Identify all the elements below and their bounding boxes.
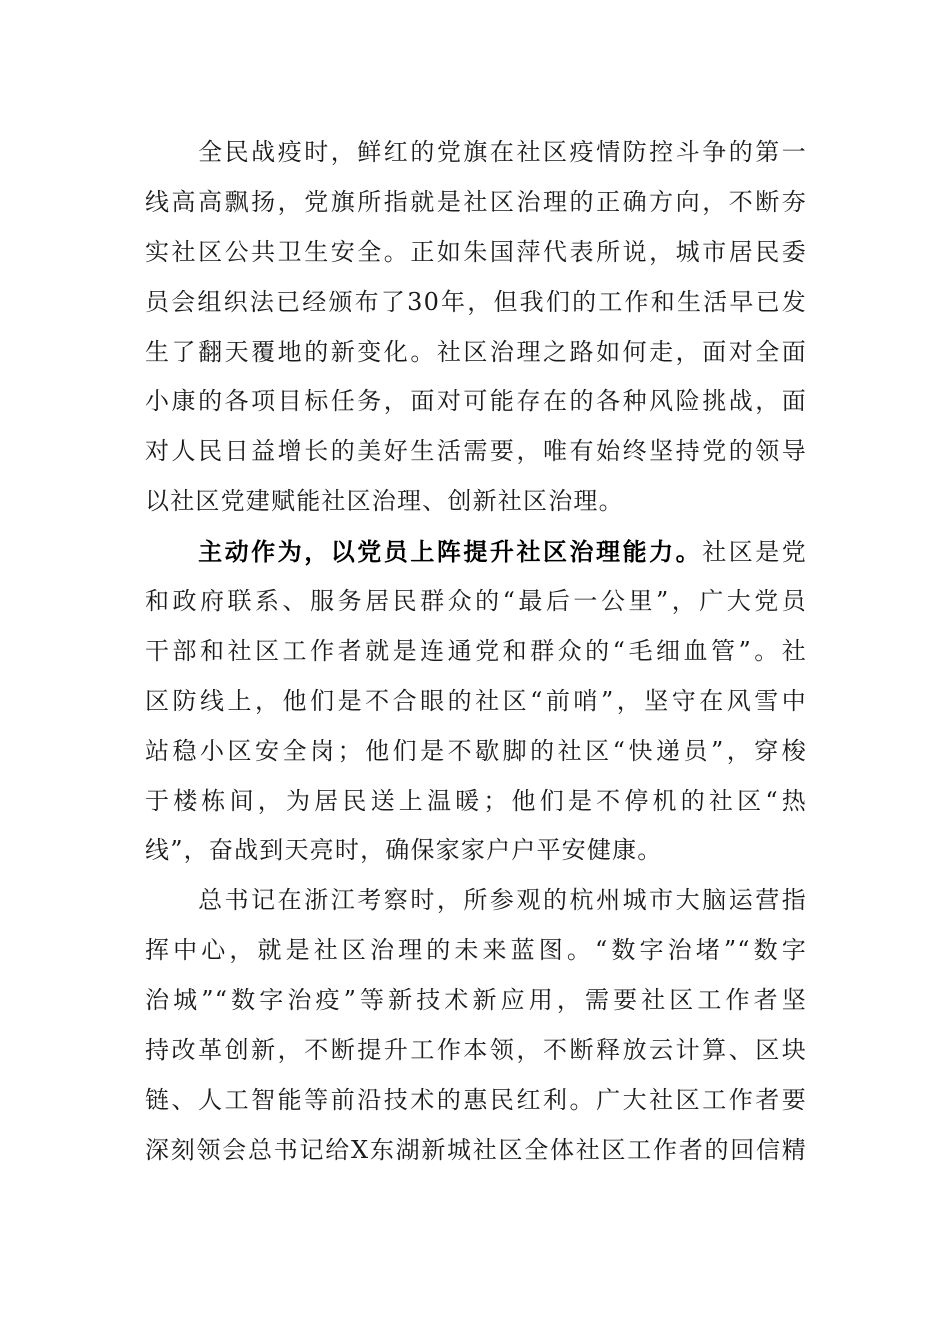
text-line bbox=[145, 527, 807, 577]
text-line: 线”，奋战到天亮时，确保家家户户平安健康。 bbox=[145, 836, 663, 865]
text-line: 链、人工智能等前沿技术的惠民红利。广大社区工作者要 bbox=[145, 1085, 807, 1114]
text-line: 于楼栋间，为居民送上温暖；他们是不停机的社区“热 bbox=[145, 786, 807, 815]
text-line: 生了翻天覆地的新变化。社区治理之路如何走，面对全面 bbox=[145, 337, 807, 366]
text-line: 治城”“数字治疫”等新技术新应用，需要社区工作者坚 bbox=[145, 986, 807, 1015]
text-line: 小康的各项目标任务，面对可能存在的各种风险挑战，面 bbox=[145, 387, 807, 416]
text-line: 深刻领会总书记给X东湖新城社区全体社区工作者的回信精 bbox=[145, 1135, 807, 1164]
text-line: 挥中心，就是社区治理的未来蓝图。“数字治堵”“数字 bbox=[145, 936, 807, 965]
paragraph-3 bbox=[145, 876, 807, 1175]
paragraph-heading: 主动作为，以党员上阵提升社区治理能力。 bbox=[145, 537, 703, 567]
text-line: 持改革创新，不断提升工作本领，不断释放云计算、区块 bbox=[145, 1036, 807, 1065]
text-line: 总书记在浙江考察时，所参观的杭州城市大脑运营指 bbox=[145, 886, 807, 915]
paragraph-2 bbox=[145, 527, 807, 876]
text-line: 和政府联系、服务居民群众的“最后一公里”，广大党员 bbox=[145, 587, 807, 616]
text-line: 员会组织法已经颁布了30年，但我们的工作和生活早已发 bbox=[145, 287, 807, 316]
text-line: 区防线上，他们是不合眼的社区“前哨”，坚守在风雪中 bbox=[145, 686, 807, 715]
text-line: 全民战疫时，鲜红的党旗在社区疫情防控斗争的第一 bbox=[145, 138, 807, 166]
heading-line-rest: 社区是党 bbox=[702, 538, 807, 567]
text-line: 站稳小区安全岗；他们是不歇脚的社区“快递员”，穿梭 bbox=[145, 736, 807, 765]
paragraph-1 bbox=[145, 128, 807, 527]
text-line: 对人民日益增长的美好生活需要，唯有始终坚持党的领导 bbox=[145, 437, 807, 466]
text-line: 线高高飘扬，党旗所指就是社区治理的正确方向，不断夯 bbox=[145, 187, 807, 216]
text-line: 实社区公共卫生安全。正如朱国萍代表所说，城市居民委 bbox=[145, 237, 807, 266]
text-line: 干部和社区工作者就是连通党和群众的“毛细血管”。社 bbox=[145, 636, 807, 665]
text-line: 以社区党建赋能社区治理、创新社区治理。 bbox=[145, 487, 624, 516]
document-body bbox=[145, 128, 807, 1176]
